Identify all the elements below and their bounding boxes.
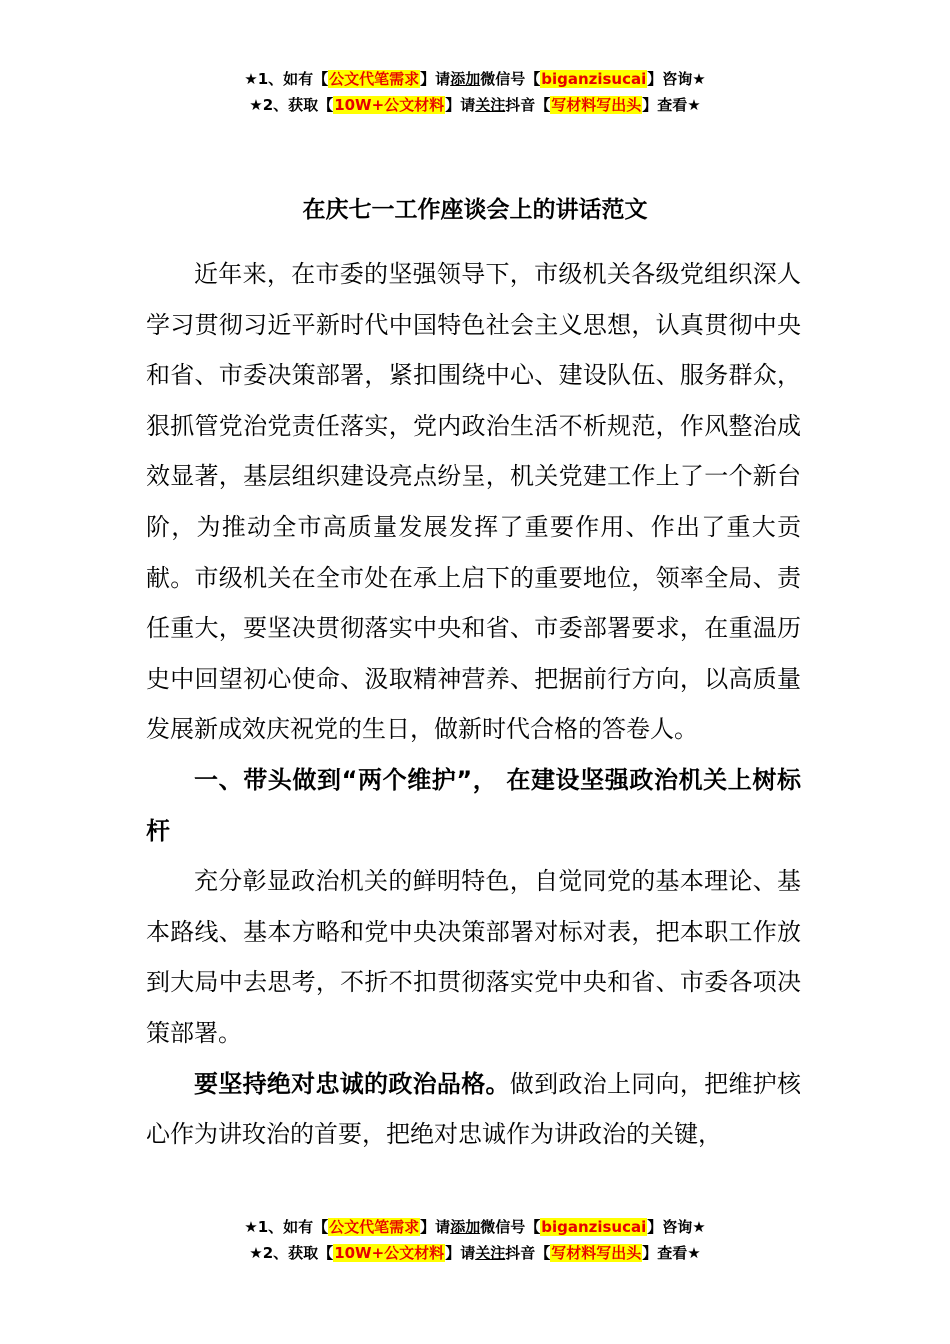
banner-underline: 关注	[475, 96, 506, 114]
banner-text: 】查看★	[642, 1244, 701, 1262]
banner-line-1	[0, 66, 950, 92]
banner-text: ★2、获取【	[249, 1244, 334, 1262]
section-heading-1: 一、带头做到“两个维护”， 在建设坚强政治机关上树标杆	[146, 765, 801, 845]
banner-highlight: biganzisucai	[541, 70, 647, 88]
paragraph-3-lead: 要坚持绝对忠诚的政治品格。	[194, 1069, 510, 1098]
banner-text: 抖音【	[505, 96, 551, 114]
banner-highlight: 公文代笔需求	[329, 70, 420, 88]
banner-highlight: 写材料写出头	[551, 1244, 642, 1262]
banner-line-2	[0, 92, 950, 118]
banner-text: 】查看★	[642, 96, 701, 114]
paragraph-3-text: 做到政治上同向，把维护核心作为讲玫治的首要，把绝对忠诚作为讲政治的关键，	[146, 1069, 802, 1149]
banner-underline: 添加	[450, 1218, 481, 1236]
banner-text: 】请	[445, 1244, 476, 1262]
paragraph-2: 充分彰显政治机关的鲜明特色，自觉同党的基本理论、基本路线、基本方略和党中央决策部署对标对表，把本职工作放到大局中去思考，不折不扣贯彻落实党中央和省、市委各项决策部署。	[146, 867, 801, 1047]
banner-highlight: 写材料写出头	[551, 96, 642, 114]
banner-text: 】请	[420, 1218, 451, 1236]
banner-text: 】请	[445, 96, 476, 114]
banner-text: 】咨询★	[647, 70, 706, 88]
banner-text: 抖音【	[505, 1244, 551, 1262]
paragraph-3	[146, 1059, 801, 1160]
banner-underline: 添加	[450, 70, 481, 88]
banner-text: ★2、获取【	[249, 96, 334, 114]
document-title: 在庆七一工作座谈会上的讲话范文	[302, 197, 648, 223]
banner-highlight: 公文代笔需求	[329, 1218, 420, 1236]
banner-highlight: 10W+公文材料	[334, 1244, 445, 1262]
banner-text: ★1、如有【	[244, 1218, 329, 1236]
document-body	[146, 249, 801, 1160]
banner-text: 微信号【	[480, 70, 541, 88]
banner-line-1	[0, 1214, 950, 1240]
paragraph-1: 近年来，在市委的坚强领导下，市级机关各级党组织深人学习贯彻习近平新时代中国特色社会主义思想，认真贯彻中央和省、市委决策部署，紧扣围绕中心、建设队伍、服务群众，狠抓管党治党责任落实，党内政治生活不析规范，作风整治成效显著，基层组织建设亮点纷呈，机关党建工作上了一个新台阶，为推动全市高质量发展发挥了重要作用、作出了重大贡献。市级机关在全市处在承上启下的重要地位，领率全局、责任重大，要坚决贯彻落实中央和省、市委部署要求，在重温历史中回望初心使命、汲取精神营养、把据前行方向，以高质量发展新成效庆祝党的生日，做新时代合格的答卷人。	[146, 260, 801, 744]
banner-highlight: biganzisucai	[541, 1218, 647, 1236]
top-banner	[0, 66, 950, 118]
banner-highlight: 10W+公文材料	[334, 96, 445, 114]
banner-text: ★1、如有【	[244, 70, 329, 88]
banner-text: 微信号【	[480, 1218, 541, 1236]
banner-underline: 关注	[475, 1244, 506, 1262]
banner-text: 】咨询★	[647, 1218, 706, 1236]
banner-line-2	[0, 1240, 950, 1266]
banner-text: 】请	[420, 70, 451, 88]
bottom-banner	[0, 1214, 950, 1266]
